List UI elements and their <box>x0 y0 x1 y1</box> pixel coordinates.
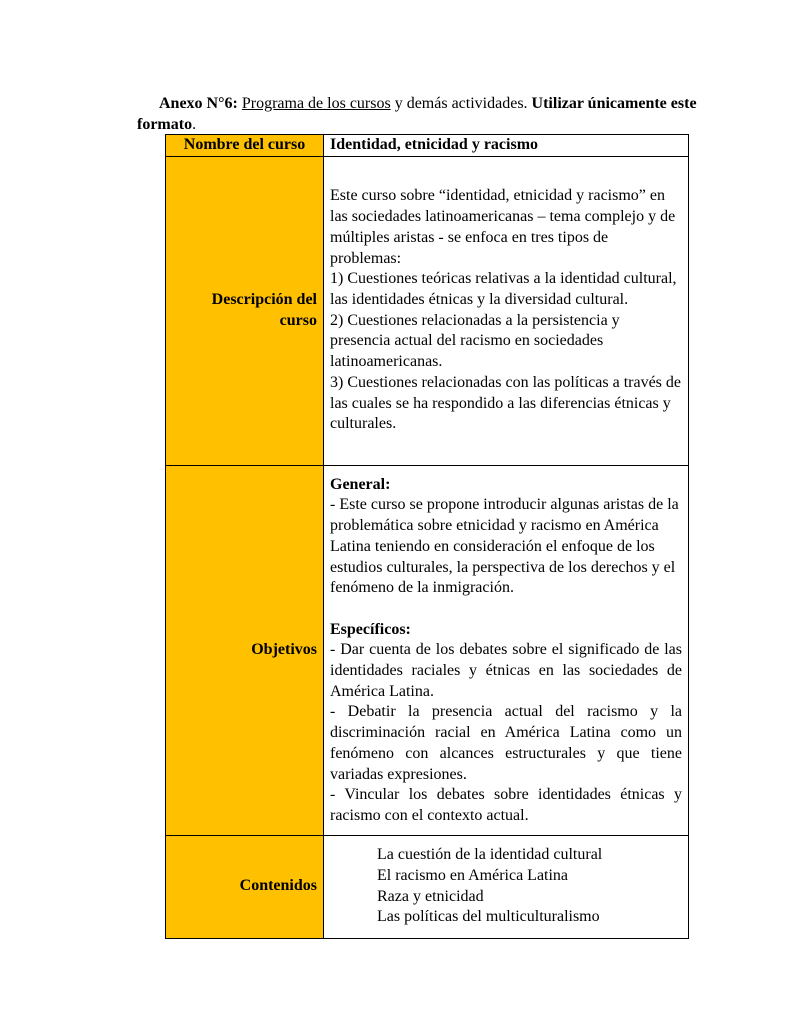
program-link[interactable]: Programa de los cursos <box>241 95 391 112</box>
course-name-row <box>166 135 689 157</box>
contents-item: La cuestión de la identidad cultural <box>377 846 603 864</box>
description-paragraph: Este curso sobre “identidad, etnicidad y racismo” en las sociedades latinoamericanas – tema complejo y de múltiples aristas - se enfoca en tres tipos de problemas: <box>330 187 676 267</box>
annex-label: Anexo N°6: <box>159 95 238 112</box>
contents-item: Raza y etnicidad <box>377 887 484 905</box>
description-label: Descripción del curso <box>166 156 324 465</box>
intro-middle-text: y demás actividades. <box>390 95 532 112</box>
contents-row <box>166 835 689 938</box>
contents-item: Las políticas del multiculturalismo <box>377 908 600 926</box>
objectives-specific-item: - Debatir la presencia actual del racismo y la discriminación racial en América Latina como un fenómeno con alcances estructurales y que tiene variadas expresiones. <box>330 703 682 783</box>
contents-item: El racismo en América Latina <box>377 867 569 884</box>
instruction-text: Utilizar únicamente este formato <box>137 95 697 133</box>
objectives-specific-item: - Dar cuenta de los debates sobre el significado de las identidades raciales y étnicas en las sociedades de América Latina. <box>330 641 682 700</box>
intro-end-punct: . <box>192 116 197 133</box>
objectives-specific-title: Específicos: <box>330 620 411 638</box>
objectives-general-text: - Este curso se propone introducir algunas aristas de la problemática sobre etnicidad y racismo en América Latina teniendo en consideración el enfoque de los estudios culturales, la perspectiva de los derechos y el fenómeno de la inmigración. <box>330 496 679 597</box>
course-name-label: Nombre del curso <box>166 135 324 157</box>
objectives-specific-item: - Vincular los debates sobre identidades étnicas y racismo con el contexto actual. <box>330 786 682 824</box>
objectives-spacer <box>330 599 682 620</box>
description-row <box>166 156 689 465</box>
description-paragraph: 1) Cuestiones teóricas relativas a la identidad cultural, las identidades étnicas y la diversidad cultural. <box>330 270 677 308</box>
description-paragraph: 3) Cuestiones relacionadas con las políticas a través de las cuales se ha respondido a las diferencias étnicas y culturales. <box>330 373 681 433</box>
objectives-label: Objetivos <box>166 465 324 835</box>
description-cell <box>324 156 689 465</box>
contents-cell <box>324 835 689 938</box>
course-program-table <box>165 134 689 939</box>
contents-label: Contenidos <box>166 835 324 938</box>
intro-paragraph <box>137 93 697 135</box>
objectives-general-title: General: <box>330 475 391 493</box>
description-paragraph: 2) Cuestiones relacionadas a la persistencia y presencia actual del racismo en sociedades latinoamericanas. <box>330 311 620 371</box>
course-name-value: Identidad, etnicidad y racismo <box>324 135 689 157</box>
contents-list <box>330 845 682 928</box>
objectives-cell <box>324 465 689 835</box>
objectives-row <box>166 465 689 835</box>
